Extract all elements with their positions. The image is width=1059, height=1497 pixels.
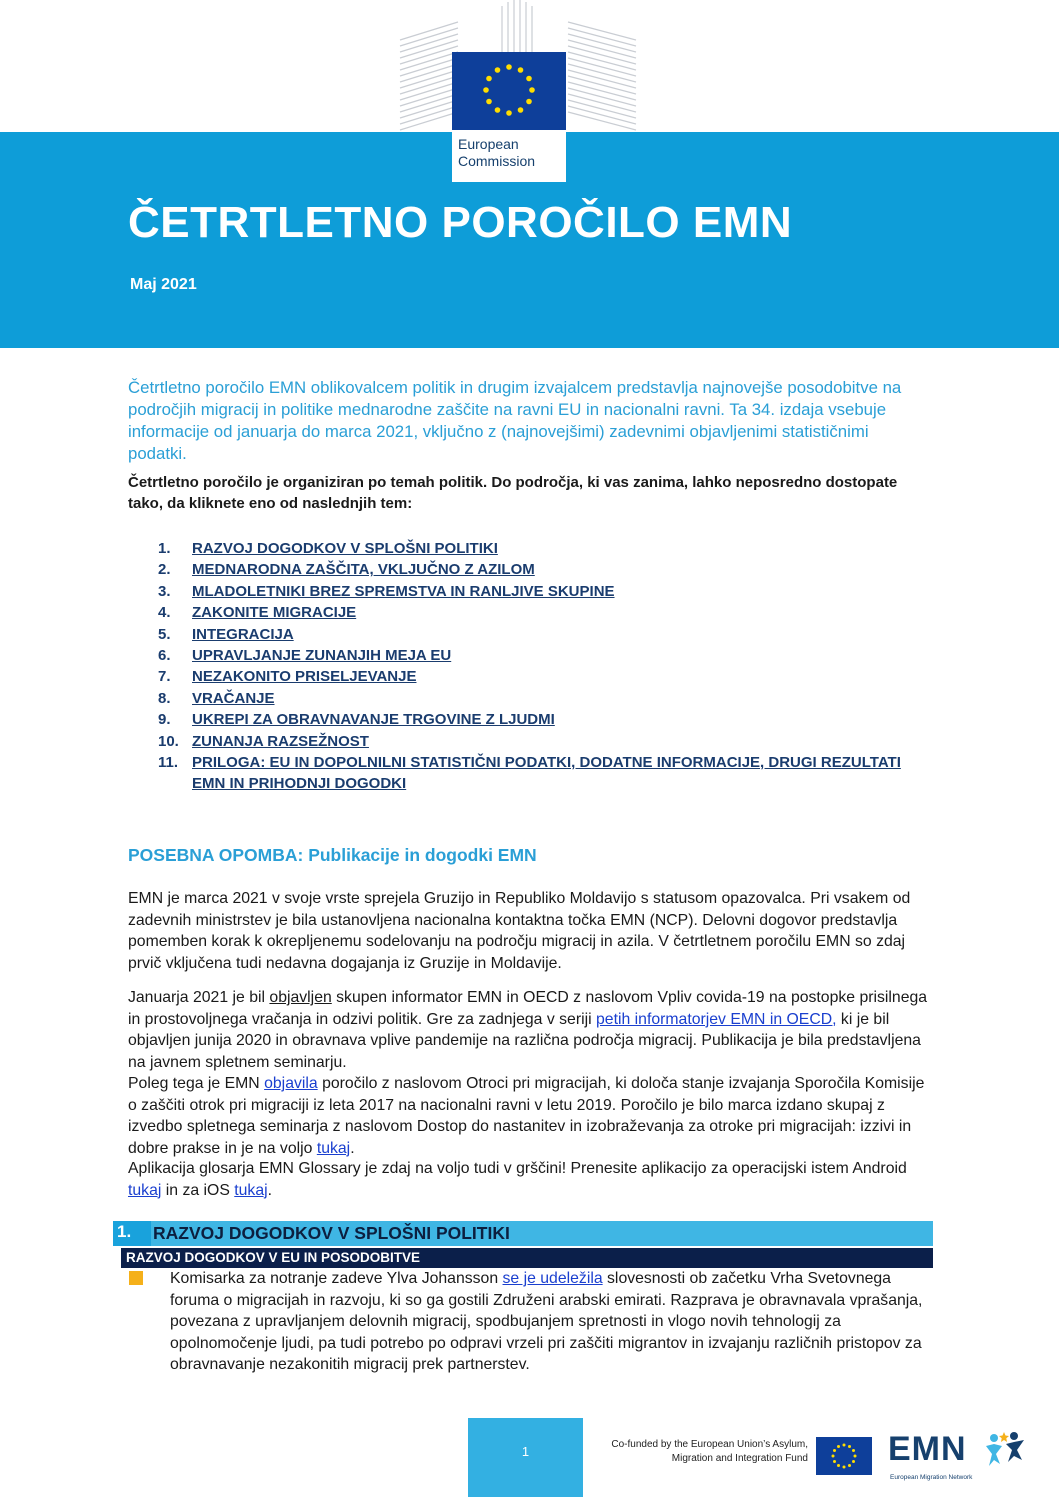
ios-app-link[interactable]: tukaj xyxy=(234,1181,268,1199)
emn-logo-subtitle: European Migration Network xyxy=(890,1474,973,1481)
emn-logo xyxy=(888,1430,973,1481)
section-number: 1. xyxy=(117,1222,132,1241)
topic-link[interactable]: 10. ZUNANJA RAZSEŽNOST xyxy=(158,732,369,750)
topic-link[interactable]: 4. ZAKONITE MIGRACIJE xyxy=(158,604,357,622)
subsection-title: RAZVOJ DOGODKOV V EU IN POSODOBITVE xyxy=(126,1250,421,1265)
cofunded-text: Co-funded by the European Union’s Asylum, Migration and Integration Fund xyxy=(611,1439,808,1464)
android-app-link[interactable]: tukaj xyxy=(128,1181,162,1199)
emn-oecd-informs-link[interactable]: petih informatorjev EMN in OECD, xyxy=(596,1010,837,1028)
topic-link[interactable]: 11. PRILOGA: EU IN DOPOLNILNI STATISTIČNI PODATKI, DODATNE INFORMACIJE, DRUGI REZULTATI EMN IN PRIHODNJI DOGODKI xyxy=(158,754,901,793)
eu-flag-small-icon xyxy=(816,1437,872,1475)
topic-link[interactable]: 6. UPRAVLJANJE ZUNANJIH MEJA EU xyxy=(158,647,452,665)
document-title: ČETRTLETNO POROČILO EMN xyxy=(128,198,793,247)
bullet-square-icon xyxy=(129,1271,143,1285)
topic-link[interactable]: 9. UKREPI ZA OBRAVNAVANJE TRGOVINE Z LJUDMI xyxy=(158,711,555,729)
special-note-heading: POSEBNA OPOMBA: Publikacije in dogodki EMN xyxy=(128,845,537,865)
subsection-header xyxy=(121,1248,933,1268)
intro-paragraph: Četrtletno poročilo EMN oblikovalcem politik in drugim izvajalcem predstavlja najnovejše posodobitve na področjih migracij in politike mednarodne zaščite na ravni EU in nacionalni ravni. Ta 34. izdaja vsebuje informacije od januarja do marca 2021, vključno z (najnovejšimi) zadevnimi objavljenimi statističnimi podatki. xyxy=(128,378,902,463)
commission-name-box xyxy=(452,130,566,182)
eu-flag-icon xyxy=(452,52,566,130)
published-link[interactable]: objavljen xyxy=(269,989,332,1006)
topic-link[interactable]: 3. MLADOLETNIKI BREZ SPREMSTVA IN RANLJIVE SKUPINE xyxy=(158,582,615,600)
note-paragraph-2: Januarja 2021 je bil objavljen skupen informator EMN in OECD z naslovom Vpliv covida-19 na postopke prisilnega in prostovoljnega vračanja in odzivi politik. Gre za zadnjega v seriji petih informatorjev EMN in OECD, ki je bil objavljen junija 2020 in obravnava vplive pandemije na različna področja migracij. Publikacija je bila predstavljena na javnem spletnem seminarju. xyxy=(128,989,928,1071)
attended-link[interactable]: se je udeležila xyxy=(502,1270,603,1287)
topic-link[interactable]: 5. INTEGRACIJA xyxy=(158,625,294,643)
topic-link[interactable]: 8. VRAČANJE xyxy=(158,689,275,707)
page-number: 1 xyxy=(521,1444,530,1459)
bullet-paragraph: Komisarka za notranje zadeve Ylva Johansson se je udeležila slovesnosti ob začetku Vrha Svetovnega foruma o migracijah in razvoju, ki so ga gostili Združeni arabski emirati. Razprava je obravnavala vprašanja, povezana z upravljanjem delovnih migracij, spodbujanjem spretnosti in vlogo novih tehnologij za opolnomočenje ljudi, pa tudi potrebo po odpravi vrzeli pri zaščiti migrantov in izvajanju različnih pristopov za obravnavanje nezakonitih migracij prek partnerstev. xyxy=(170,1270,923,1373)
emn-logo-text: EMN xyxy=(888,1430,967,1468)
commission-name: European Commission xyxy=(458,136,536,169)
note-paragraph-1: EMN je marca 2021 v svoje vrste sprejela Gruzijo in Republiko Moldavijo s statusom opazovalca. Pri vsakem od zadevnih ministrstev je bila ustanovljena nacionalna kontaktna točka EMN (NCP). Delovni dogovor predstavlja pomemben korak k okrepljenemu sodelovanju na področju migracij in azila. V četrtletnem poročilu EMN so zdaj prvič vključena tudi nedavna dogajanja iz Gruzije in Moldavije. xyxy=(128,890,911,972)
section-title: RAZVOJ DOGODKOV V SPLOŠNI POLITIKI xyxy=(153,1223,510,1243)
emn-figures-icon xyxy=(984,1430,1028,1470)
note-paragraph-3: Poleg tega je EMN objavila poročilo z naslovom Otroci pri migracijah, ki določa stanje izvajanja Sporočila Komisije o zaščiti otrok pri migraciji iz leta 2017 na nacionalni ravni v letu 2019. Poročilo je bilo marca izdano skupaj z izvedbo spletnega seminarja z naslovom Dostop do nastanitev in izobraževanja za otroke pri migracijah: izzivi in dobre prakse in je na voljo tukaj. xyxy=(128,1075,925,1157)
topic-link[interactable]: 7. NEZAKONITO PRISELJEVANJE xyxy=(158,668,417,686)
document-date: Maj 2021 xyxy=(130,276,197,293)
published-report-link[interactable]: objavila xyxy=(264,1075,318,1092)
note-paragraph-4: Aplikacija glosarja EMN Glossary je zdaj na voljo tudi v grščini! Prenesite aplikacijo za operacijski istem Android tukaj in za iOS tukaj. xyxy=(128,1160,907,1199)
page-number-box xyxy=(468,1418,583,1497)
topic-link[interactable]: 1. RAZVOJ DOGODKOV V SPLOŠNI POLITIKI xyxy=(158,540,498,557)
section-1-header xyxy=(113,1221,933,1246)
topic-link[interactable]: 2. MEDNARODNA ZAŠČITA, VKLJUČNO Z AZILOM xyxy=(158,561,535,579)
toc-lead-text: Četrtletno poročilo je organiziran po temah politik. Do področja, ki vas zanima, lahko neposredno dostopate tako, da kliknete eno od naslednjih tem: xyxy=(128,474,898,512)
european-commission-logo xyxy=(398,0,638,185)
topic-list xyxy=(158,538,918,795)
webinar-link[interactable]: tukaj xyxy=(316,1139,351,1157)
